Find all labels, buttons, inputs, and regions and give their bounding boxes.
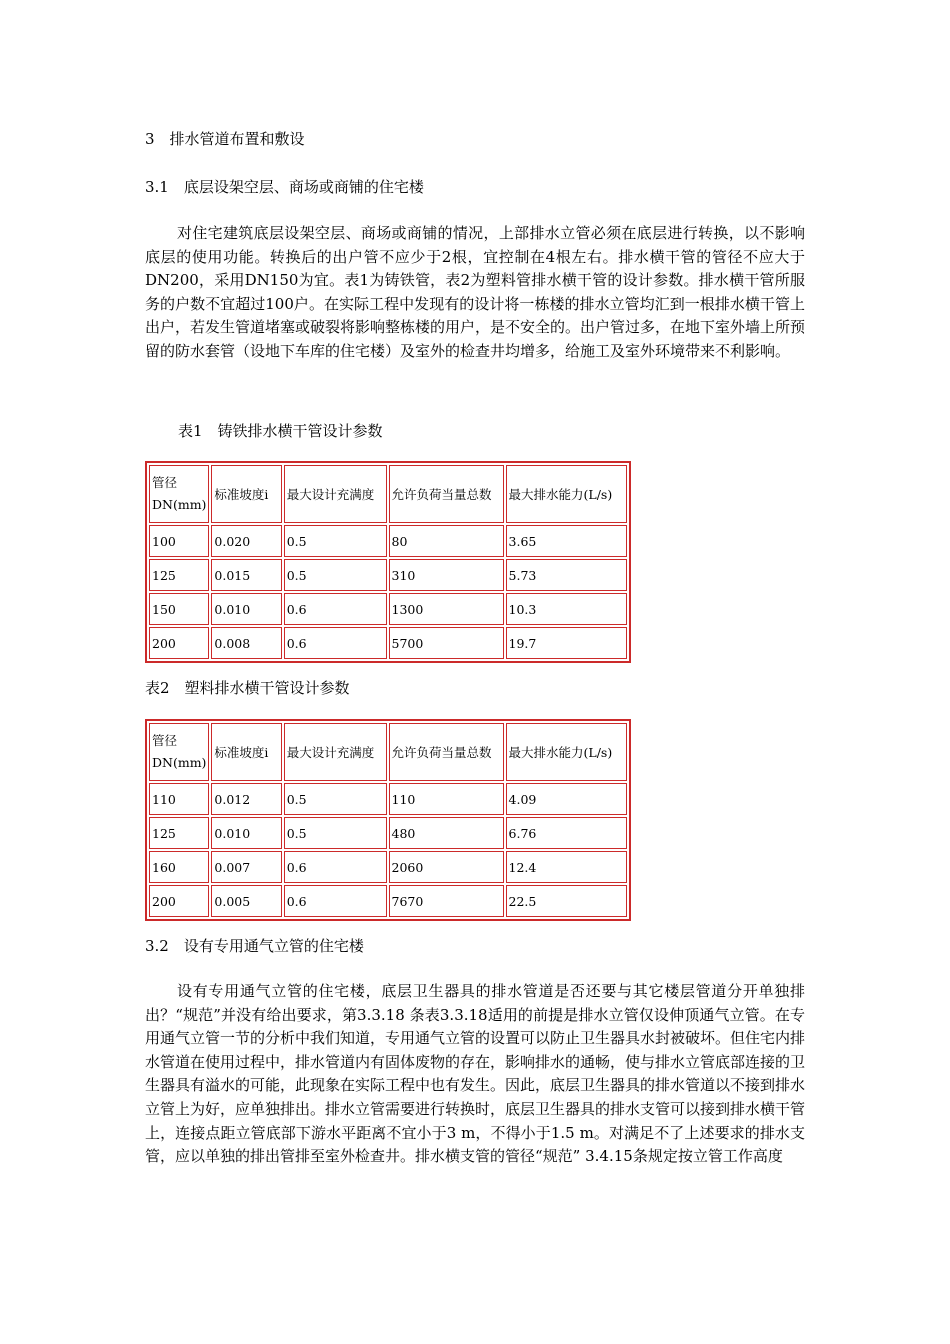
header-cell: 最大设计充满度 <box>284 465 387 523</box>
table-cell: 80 <box>389 525 504 557</box>
table-row <box>149 851 627 883</box>
table-header-row <box>149 723 627 781</box>
table-cell: 480 <box>389 817 504 849</box>
subsection-3-2-title: 3.2 设有专用通气立管的住宅楼 <box>145 937 364 955</box>
table-cell: 0.5 <box>284 783 387 815</box>
table-cell: 110 <box>149 783 209 815</box>
table-cell: 110 <box>389 783 504 815</box>
table-cell: 0.6 <box>284 885 387 917</box>
table2-caption: 表2 塑料排水横干管设计参数 <box>145 679 350 697</box>
table-cell: 0.005 <box>211 885 281 917</box>
table-cell: 160 <box>149 851 209 883</box>
table-cell: 5.73 <box>506 559 627 591</box>
table-cell: 0.6 <box>284 627 387 659</box>
header-cell: 最大排水能力(L/s) <box>506 723 627 781</box>
header-cell: 最大设计充满度 <box>284 723 387 781</box>
table-cell: 7670 <box>389 885 504 917</box>
table-cell: 10.3 <box>506 593 627 625</box>
table-cell: 6.76 <box>506 817 627 849</box>
section-heading: 3 排水管道布置和敷设 <box>145 130 305 148</box>
table-cell: 4.09 <box>506 783 627 815</box>
table-cell: 0.012 <box>211 783 281 815</box>
table-cell: 200 <box>149 627 209 659</box>
subsection-3-1-title: 3.1 底层设架空层、商场或商铺的住宅楼 <box>145 178 424 196</box>
table-row <box>149 627 627 659</box>
table-row <box>149 783 627 815</box>
table-cell: 1300 <box>389 593 504 625</box>
table-header-row <box>149 465 627 523</box>
table-cell: 5700 <box>389 627 504 659</box>
table-cell: 0.5 <box>284 559 387 591</box>
table-cell: 19.7 <box>506 627 627 659</box>
table1-caption: 表1 铸铁排水横干管设计参数 <box>178 422 383 440</box>
table-cell: 0.015 <box>211 559 281 591</box>
header-cell: 允许负荷当量总数 <box>389 723 504 781</box>
header-cell: 管径DN(mm) <box>149 723 209 781</box>
table1-cast-iron-params <box>145 461 631 663</box>
table-row <box>149 559 627 591</box>
header-cell: 标准坡度i <box>211 723 281 781</box>
table-cell: 3.65 <box>506 525 627 557</box>
table2-plastic-params <box>145 719 631 921</box>
table-cell: 310 <box>389 559 504 591</box>
table-cell: 12.4 <box>506 851 627 883</box>
table-cell: 22.5 <box>506 885 627 917</box>
table-row <box>149 885 627 917</box>
table-cell: 0.010 <box>211 593 281 625</box>
subsection-3-1-paragraph: 对住宅建筑底层设架空层、商场或商铺的情况，上部排水立管必须在底层进行转换，以不影响底层的使用功能。转换后的出户管不应少于2根，宜控制在4根左右。排水横干管的管径不应大于DN200，采用DN150为宜。表1为铸铁管，表2为塑料管排水横干管的设计参数。排水横干管所服务的户数不宜超过100户。在实际工程中发现有的设计将一栋楼的排水立管均汇到一根排水横干管上出户，若发生管道堵塞或破裂将影响整栋楼的用户，是不安全的。出户管过多，在地下室外墙上所预留的防水套管（设地下车库的住宅楼）及室外的检查井均增多，给施工及室外环境带来不利影响。 <box>145 224 806 360</box>
table-cell: 125 <box>149 559 209 591</box>
header-cell: 管径DN(mm) <box>149 465 209 523</box>
table-row <box>149 593 627 625</box>
table-cell: 100 <box>149 525 209 557</box>
header-cell: 允许负荷当量总数 <box>389 465 504 523</box>
table-cell: 2060 <box>389 851 504 883</box>
table-row <box>149 817 627 849</box>
header-cell: 最大排水能力(L/s) <box>506 465 627 523</box>
table-cell: 0.010 <box>211 817 281 849</box>
table-cell: 0.6 <box>284 851 387 883</box>
subsection-3-2-paragraph: 设有专用通气立管的住宅楼，底层卫生器具的排水管道是否还要与其它楼层管道分开单独排出？“规范”并没有给出要求，第3.3.18 条表3.3.18适用的前提是排水立管仅设伸顶通气立管。在专用通气立管一节的分析中我们知道，专用通气立管的设置可以防止卫生器具水封被破坏。但住宅内排水管道在使用过程中，排水管道内有固体废物的存在，影响排水的通畅，使与排水立管底部连接的卫生器具有溢水的可能，此现象在实际工程中也有发生。因此，底层卫生器具的排水管道以不接到排水立管上为好，应单独排出。排水立管需要进行转换时，底层卫生器具的排水支管可以接到排水横干管上，连接点距立管底部下游水平距离不宜小于3 m，不得小于1.5 m。对满足不了上述要求的排水支管，应以单独的排出管排至室外检查井。排水横支管的管径“规范” 3.4.15条规定按立管工作高度 <box>145 982 806 1166</box>
table-cell: 0.008 <box>211 627 281 659</box>
table-cell: 0.007 <box>211 851 281 883</box>
table-cell: 125 <box>149 817 209 849</box>
table-cell: 0.6 <box>284 593 387 625</box>
table-cell: 0.5 <box>284 817 387 849</box>
table-cell: 150 <box>149 593 209 625</box>
table-cell: 200 <box>149 885 209 917</box>
header-cell: 标准坡度i <box>211 465 281 523</box>
table-cell: 0.020 <box>211 525 281 557</box>
table-row <box>149 525 627 557</box>
table-cell: 0.5 <box>284 525 387 557</box>
